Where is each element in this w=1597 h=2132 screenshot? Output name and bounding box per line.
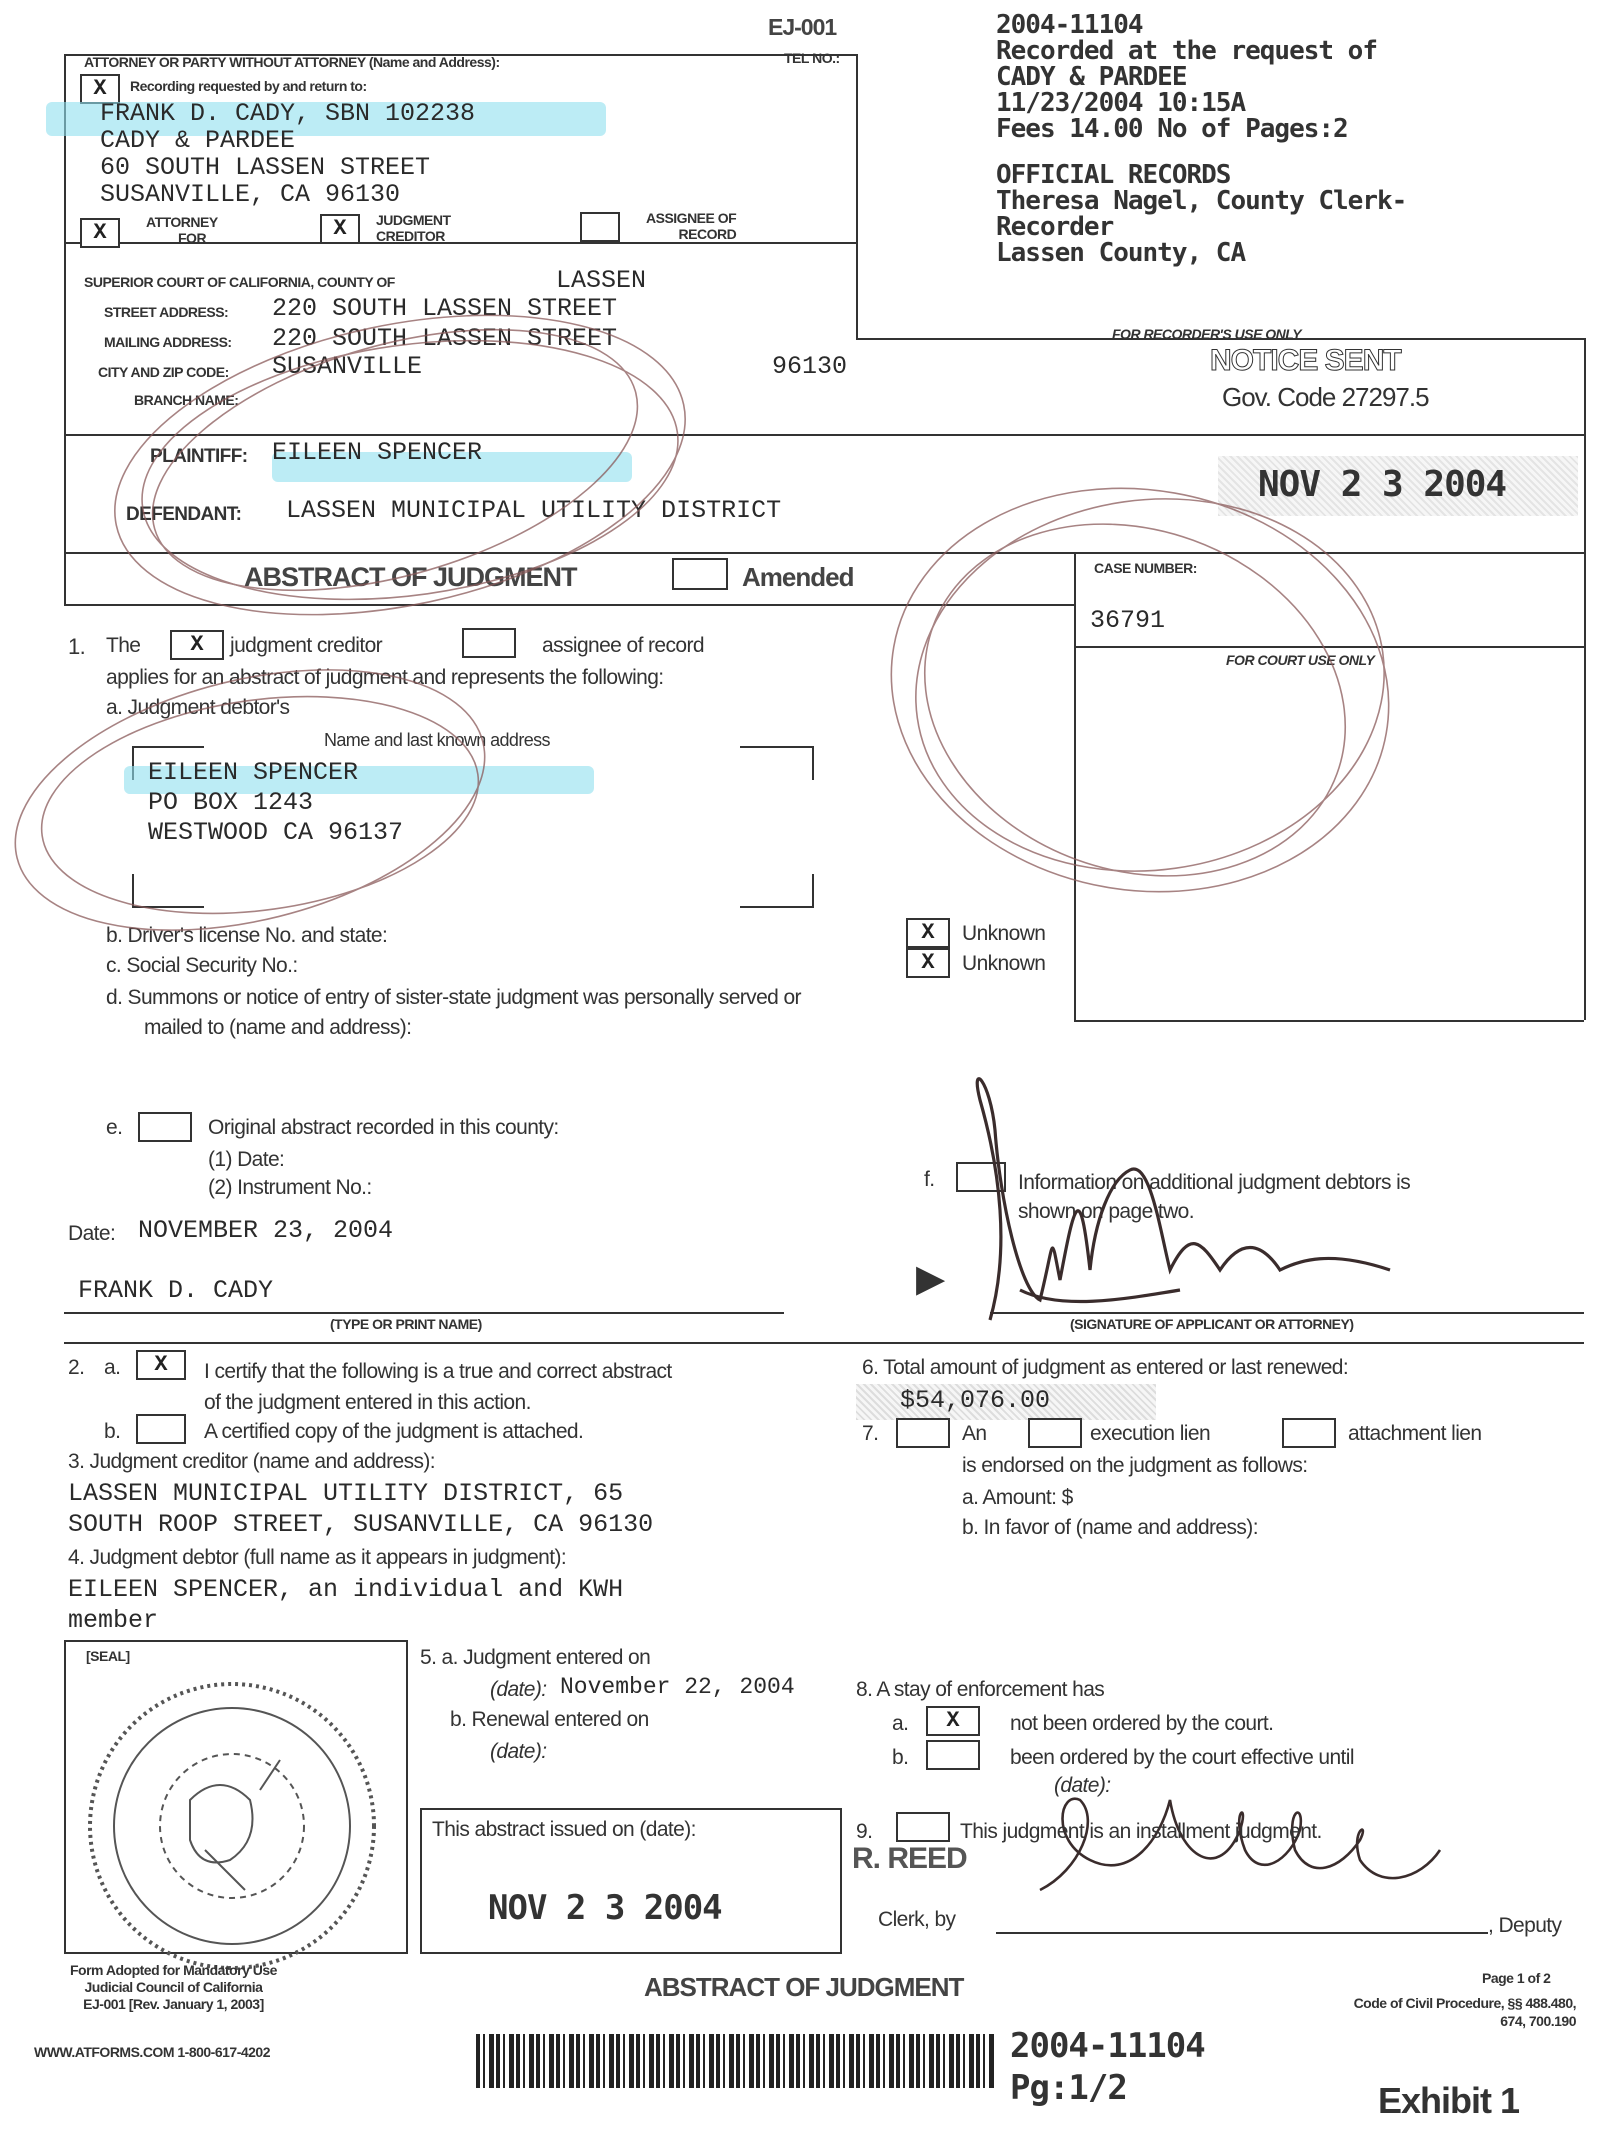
recorder-line: CADY & PARDEE xyxy=(996,62,1187,92)
item-e-label: e. xyxy=(106,1116,123,1139)
item2-num: 2. xyxy=(68,1356,85,1379)
license-unknown-checkbox[interactable]: X xyxy=(906,918,950,948)
tel-label: TEL NO.: xyxy=(784,50,840,66)
ssn-unknown-label: Unknown xyxy=(962,952,1046,975)
amended-label: Amended xyxy=(742,562,854,592)
code-line: 674, 700.190 xyxy=(1500,2013,1576,2029)
recorder-line: 2004-11104 xyxy=(996,10,1143,40)
branch-label: BRANCH NAME: xyxy=(134,392,239,408)
total-amount: $54,076.00 xyxy=(900,1386,1051,1415)
creditor-name-label: 3. Judgment creditor (name and address): xyxy=(68,1450,436,1473)
recorder-line: Lassen County, CA xyxy=(996,238,1246,268)
instrument-label: (2) Instrument No.: xyxy=(208,1176,372,1199)
attorney-for-line: ATTORNEY xyxy=(146,214,218,230)
defendant-label: DEFENDANT: xyxy=(126,504,242,525)
attorney-for-line: FOR xyxy=(178,230,207,246)
debtor-line: WESTWOOD CA 96137 xyxy=(148,818,404,847)
mailing-label: MAILING ADDRESS: xyxy=(104,334,232,350)
judgment-entered-label: 5. a. Judgment entered on xyxy=(420,1646,651,1669)
certify-line: of the judgment entered in this action. xyxy=(204,1391,531,1414)
attorney-label: ATTORNEY OR PARTY WITHOUT ATTORNEY (Name and Address): xyxy=(84,54,500,70)
stay-a-label: a. xyxy=(892,1712,909,1735)
original-date-label: (1) Date: xyxy=(208,1148,285,1171)
item2-a-label: a. xyxy=(104,1356,121,1379)
stay-ordered-date-label: (date): xyxy=(1054,1774,1111,1797)
stay-ordered-text: been ordered by the court effective until xyxy=(1010,1746,1354,1769)
court-label: SUPERIOR COURT OF CALIFORNIA, COUNTY OF xyxy=(84,274,395,290)
recorded-date-stamp: NOV 2 3 2004 xyxy=(1258,464,1507,505)
application-date: NOVEMBER 23, 2004 xyxy=(138,1216,394,1245)
total-amount-label: 6. Total amount of judgment as entered or last renewed: xyxy=(862,1356,1349,1379)
stay-not-ordered-text: not been ordered by the court. xyxy=(1010,1712,1274,1735)
seal-label: [SEAL] xyxy=(86,1648,130,1664)
form-id: EJ-001 xyxy=(768,14,837,40)
recording-checkbox[interactable]: X xyxy=(80,74,120,104)
recorder-use-only: FOR RECORDER'S USE ONLY xyxy=(1112,326,1302,342)
form-adopted-line: EJ-001 [Rev. January 1, 2003] xyxy=(83,1996,264,2012)
form-adopted xyxy=(70,1962,277,2013)
creditor-checkbox[interactable]: X xyxy=(170,630,224,660)
attorney-line: FRANK D. CADY, SBN 102238 xyxy=(100,99,476,128)
assignee-record-label: assignee of record xyxy=(542,634,704,657)
website: WWW.ATFORMS.COM 1-800-617-4202 xyxy=(34,2044,271,2060)
defendant-name: LASSEN MUNICIPAL UTILITY DISTRICT xyxy=(286,496,782,525)
applies-text: applies for an abstract of judgment and represents the following: xyxy=(106,666,664,689)
recorder-line: Recorded at the request of xyxy=(996,36,1377,66)
ssn-label: c. Social Security No.: xyxy=(106,954,298,977)
issued-label: This abstract issued on (date): xyxy=(432,1818,696,1841)
notice-sent-stamp: NOTICE SENT xyxy=(1210,344,1401,377)
additional-debtors-line: shown on page two. xyxy=(1018,1200,1194,1223)
item-f-label: f. xyxy=(924,1168,935,1191)
attorney-line: 60 SOUTH LASSEN STREET xyxy=(100,153,431,182)
case-number-label: CASE NUMBER: xyxy=(1094,560,1197,576)
creditor-line: SOUTH ROOP STREET, SUSANVILLE, CA 96130 xyxy=(68,1510,654,1539)
judgment-entered-date-label: (date): xyxy=(490,1678,547,1701)
recorder-line: Recorder xyxy=(996,212,1114,242)
ssn-unknown-checkbox[interactable]: X xyxy=(906,948,950,978)
exhibit-label: Exhibit 1 xyxy=(1378,2080,1520,2121)
item9-num: 9. xyxy=(856,1820,873,1843)
attachment-lien-checkbox[interactable] xyxy=(1282,1418,1336,1448)
court-mailing: 220 SOUTH LASSEN STREET xyxy=(272,324,618,353)
name-address-label: Name and last known address xyxy=(324,730,550,750)
debtor-a-label: a. Judgment debtor's xyxy=(106,696,290,719)
signature-label: (SIGNATURE OF APPLICANT OR ATTORNEY) xyxy=(1070,1316,1354,1332)
execution-lien-checkbox[interactable] xyxy=(1028,1418,1082,1448)
debtor-name-label: 4. Judgment debtor (full name as it appears in judgment): xyxy=(68,1546,567,1569)
form-adopted-line: Form Adopted for Mandatory Use xyxy=(70,1962,277,1978)
installment-checkbox[interactable] xyxy=(896,1812,950,1842)
amount-label: a. Amount: $ xyxy=(962,1486,1073,1509)
applicant-signature xyxy=(977,1079,1390,1320)
applicant-name: FRANK D. CADY xyxy=(78,1276,274,1305)
type-name-label: (TYPE OR PRINT NAME) xyxy=(330,1316,482,1332)
certify-checkbox[interactable]: X xyxy=(136,1350,186,1380)
form-title: ABSTRACT OF JUDGMENT xyxy=(244,562,577,592)
debtor-line: PO BOX 1243 xyxy=(148,788,314,817)
item7-num: 7. xyxy=(862,1422,879,1445)
stay-not-ordered-checkbox[interactable]: X xyxy=(926,1706,980,1736)
city-label: CITY AND ZIP CODE: xyxy=(98,364,229,380)
installment-text: This judgment is an installment judgment. xyxy=(960,1820,1322,1843)
page-number: Page 1 of 2 xyxy=(1482,1970,1551,1986)
plaintiff-label: PLAINTIFF: xyxy=(150,446,248,467)
case-number: 36791 xyxy=(1090,606,1166,635)
stay-ordered-checkbox[interactable] xyxy=(926,1740,980,1770)
in-favor-label: b. In favor of (name and address): xyxy=(962,1516,1258,1539)
judgment-creditor-checkbox[interactable]: X xyxy=(320,214,360,244)
recorder-line: 11/23/2004 10:15A xyxy=(996,88,1246,118)
attorney-for-checkbox[interactable]: X xyxy=(80,218,120,248)
court-street: 220 SOUTH LASSEN STREET xyxy=(272,294,618,323)
stay-b-label: b. xyxy=(892,1746,909,1769)
lien-an-label: An xyxy=(962,1422,987,1445)
judgment-creditor-line: JUDGMENT xyxy=(376,212,451,228)
document-pages: Pg:1/2 xyxy=(1010,2068,1127,2108)
gov-code: Gov. Code 27297.5 xyxy=(1222,382,1429,412)
arrow-icon: ▶ xyxy=(916,1258,946,1300)
lien-an-checkbox[interactable] xyxy=(896,1418,950,1448)
footer-title: ABSTRACT OF JUDGMENT xyxy=(644,1972,964,2002)
form-adopted-line: Judicial Council of California xyxy=(84,1979,263,1995)
item2-b-label: b. xyxy=(104,1420,121,1443)
deputy-label: , Deputy xyxy=(1488,1914,1562,1937)
document-number: 2004-11104 xyxy=(1010,2026,1205,2066)
court-zip: 96130 xyxy=(772,352,848,381)
item1-the: The xyxy=(106,634,141,657)
summons-label: d. Summons or notice of entry of sister-state judgment was personally served or xyxy=(106,986,801,1009)
stay-label: 8. A stay of enforcement has xyxy=(856,1678,1105,1701)
court-city: SUSANVILLE xyxy=(272,352,423,381)
attorney-line: CADY & PARDEE xyxy=(100,126,296,155)
debtor-name-line: member xyxy=(68,1606,159,1635)
court-use-only: FOR COURT USE ONLY xyxy=(1226,652,1375,668)
court-county: LASSEN xyxy=(556,266,647,295)
court-seal-icon xyxy=(90,1684,374,1968)
license-unknown-label: Unknown xyxy=(962,922,1046,945)
attorney-line: SUSANVILLE, CA 96130 xyxy=(100,180,401,209)
plaintiff-name: EILEEN SPENCER xyxy=(272,438,483,467)
code-line: Code of Civil Procedure, §§ 488.480, xyxy=(1353,1995,1576,2011)
clerk-signature xyxy=(1040,1799,1440,1890)
judgment-entered-date: November 22, 2004 xyxy=(560,1674,795,1700)
issued-date-stamp: NOV 2 3 2004 xyxy=(488,1888,722,1928)
clerk-by-label: Clerk, by xyxy=(878,1908,956,1931)
date-label: Date: xyxy=(68,1222,116,1245)
endorsed-label: is endorsed on the judgment as follows: xyxy=(962,1454,1308,1477)
recording-label: Recording requested by and return to: xyxy=(130,78,367,94)
original-abstract-label: Original abstract recorded in this county: xyxy=(208,1116,559,1139)
creditor-line: LASSEN MUNICIPAL UTILITY DISTRICT, 65 xyxy=(68,1479,624,1508)
renewal-date-label: (date): xyxy=(490,1740,547,1763)
barcode xyxy=(476,2034,996,2088)
debtor-line: EILEEN SPENCER xyxy=(148,758,359,787)
clerk-name: R. REED xyxy=(852,1842,967,1875)
recorder-line: OFFICIAL RECORDS xyxy=(996,160,1231,190)
code-reference xyxy=(1286,1994,1576,2030)
certify-line: I certify that the following is a true and correct abstract xyxy=(204,1360,672,1383)
pen-scribble-marks xyxy=(0,268,1421,975)
execution-lien-label: execution lien xyxy=(1090,1422,1211,1445)
debtor-name-line: EILEEN SPENCER, an individual and KWH xyxy=(68,1575,624,1604)
creditor-label: judgment creditor xyxy=(230,634,383,657)
assignee-line: ASSIGNEE OF xyxy=(646,210,737,226)
renewal-label: b. Renewal entered on xyxy=(450,1708,649,1731)
street-label: STREET ADDRESS: xyxy=(104,304,229,320)
judgment-creditor-line: CREDITOR xyxy=(376,228,445,244)
assignee-line: RECORD xyxy=(678,226,737,242)
additional-debtors-line: Information on additional judgment debtors is xyxy=(1018,1171,1411,1194)
recorder-line: Fees 14.00 No of Pages:2 xyxy=(996,114,1348,144)
drivers-license-label: b. Driver's license No. and state: xyxy=(106,924,388,947)
item1-num: 1. xyxy=(68,634,86,659)
attachment-lien-label: attachment lien xyxy=(1348,1422,1482,1445)
certified-copy-text: A certified copy of the judgment is attached. xyxy=(204,1420,584,1443)
recorder-line: Theresa Nagel, County Clerk- xyxy=(996,186,1407,216)
summons-label-2: mailed to (name and address): xyxy=(144,1016,412,1039)
